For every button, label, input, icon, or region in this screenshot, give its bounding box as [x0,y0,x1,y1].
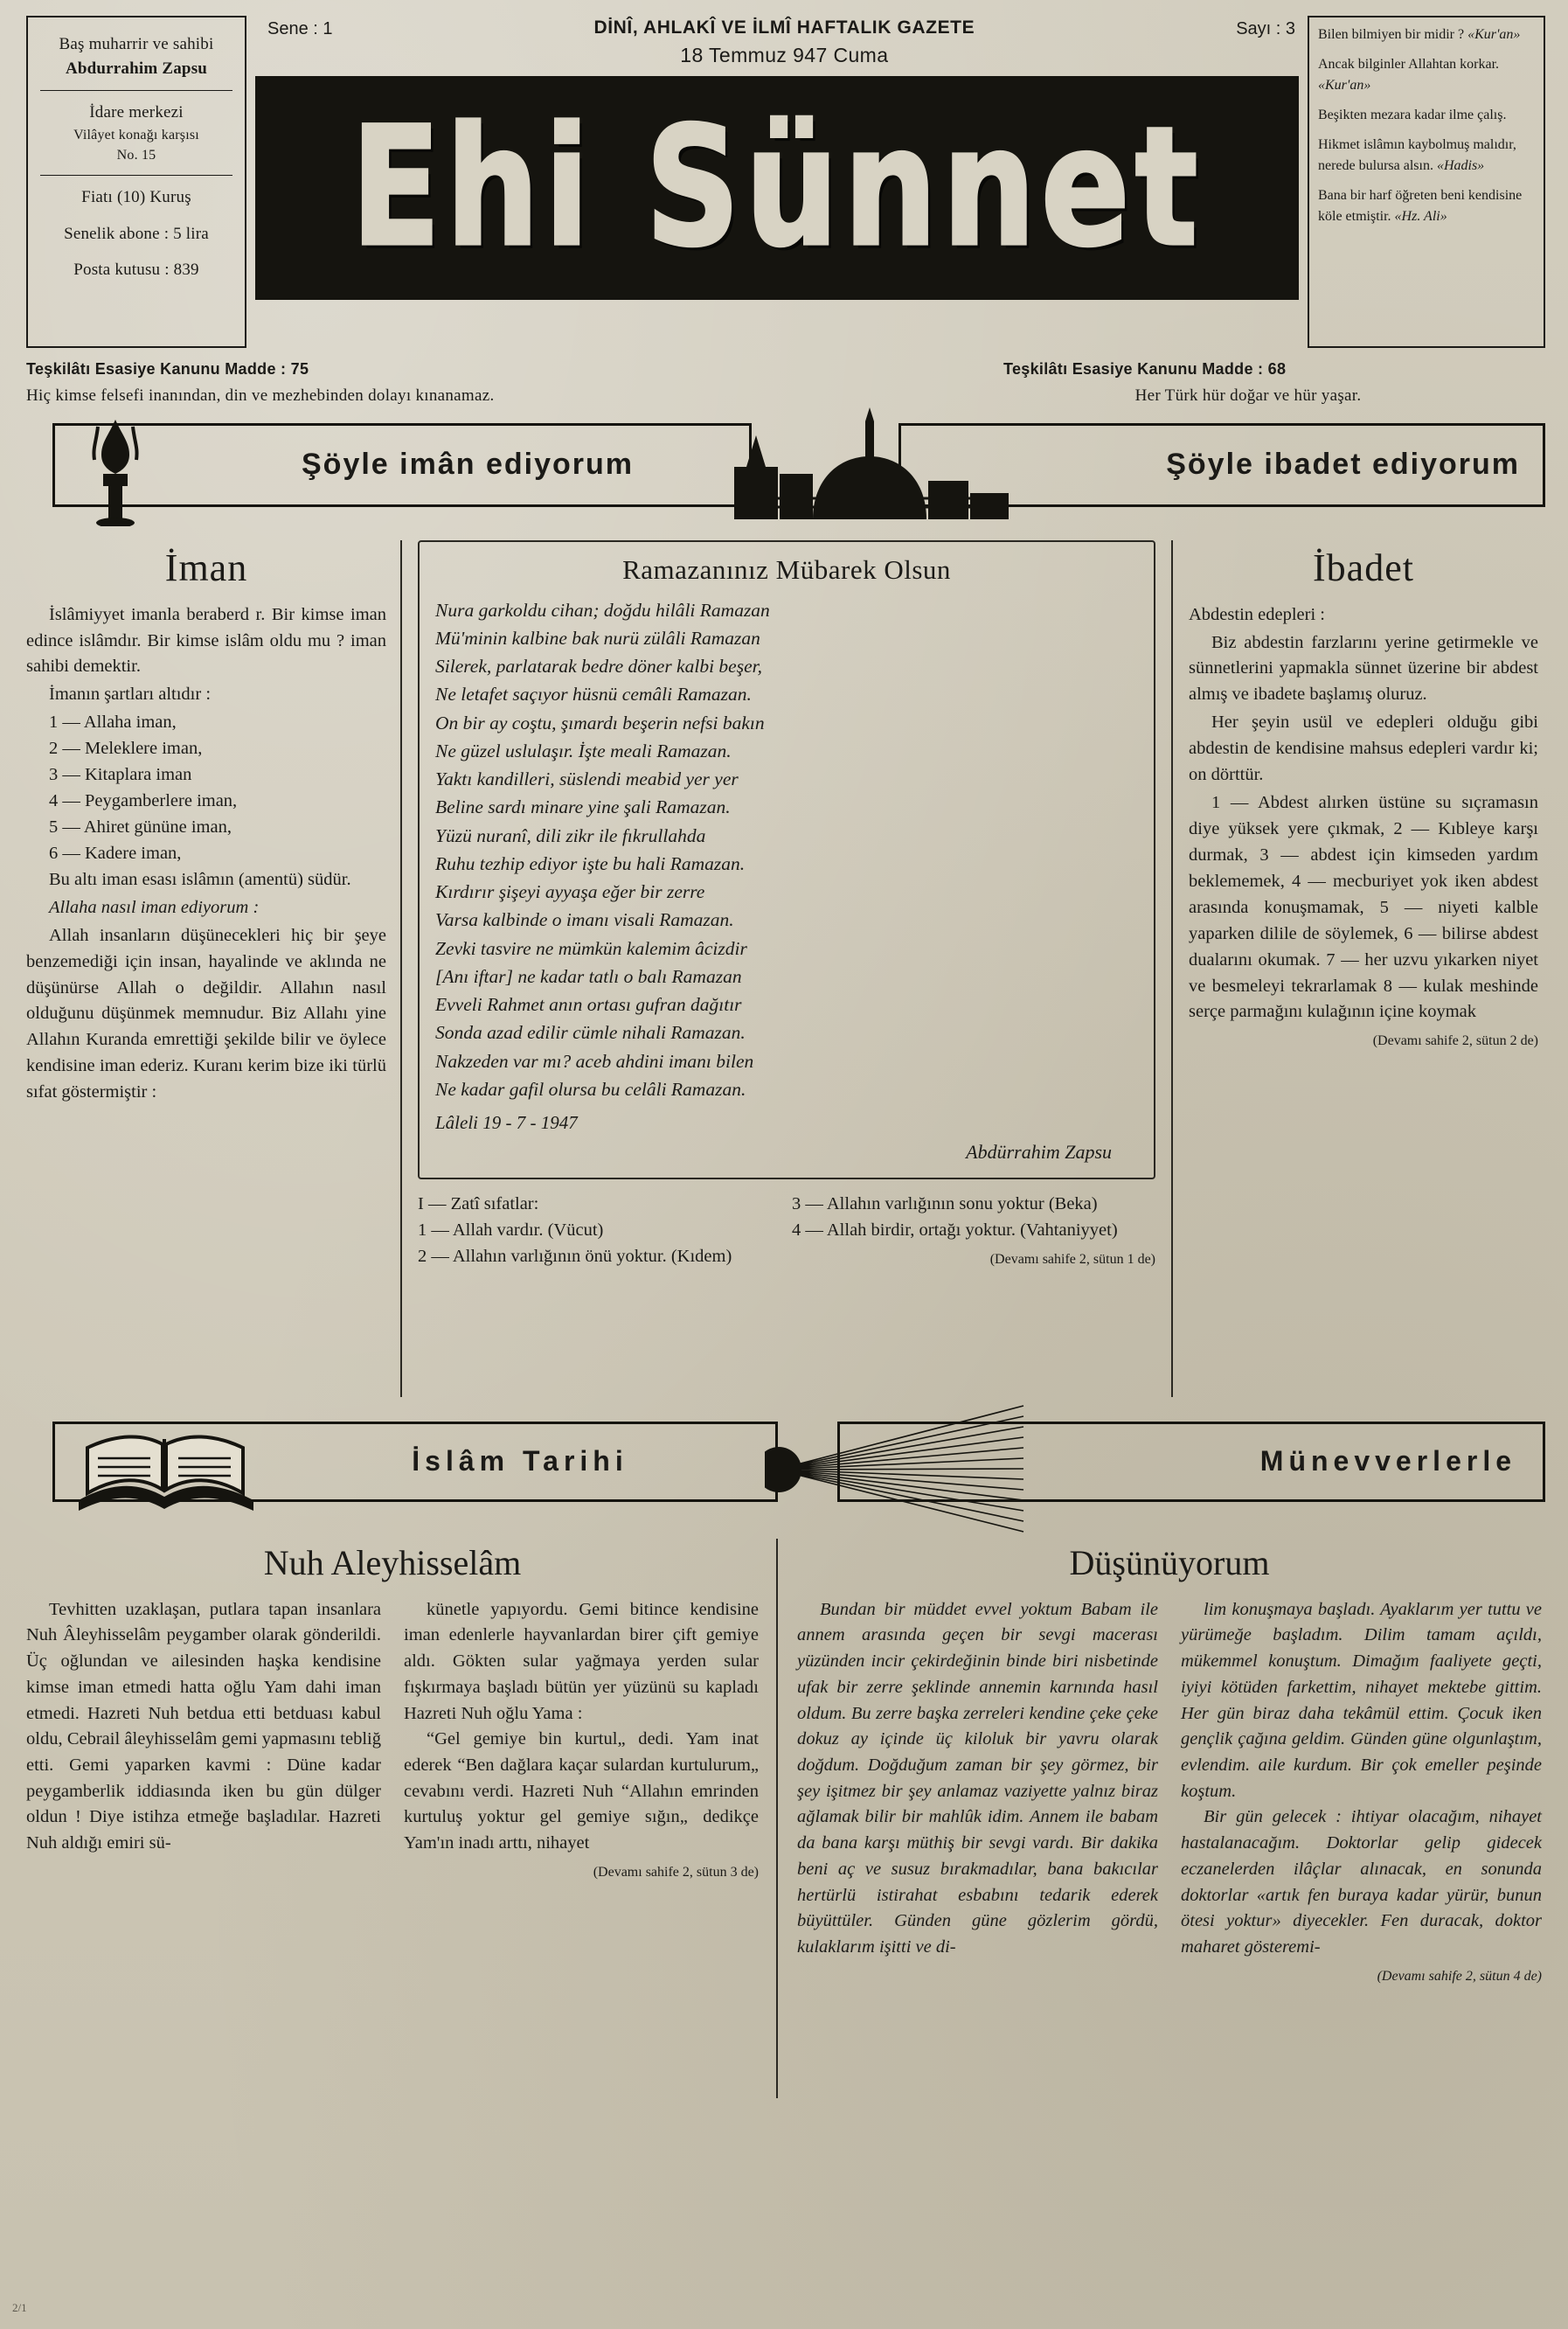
banner-row-bottom [26,1409,1545,1532]
masthead-quotes-box [1308,16,1545,348]
constitution-left-text: Hiç kimse felsefi inanından, din ve mezhebinden dolayı kınanamaz. [26,386,495,405]
banner-faith-label: Şöyle imân ediyorum [302,448,634,482]
attributes-right [792,1192,1155,1269]
ibadet-subhead: Abdestin edepleri : [1189,604,1325,624]
ibadet-title: İbadet [1313,546,1414,589]
iman-list-item-3: 3 — Kitaplara iman [49,765,192,785]
dusunuyorum-continued: (Devamı sahife 2, sütun 4 de) [1377,1968,1542,1984]
nuh-title: Nuh Aleyhisselâm [263,1542,522,1582]
poem-line: Mü'minin kalbine bak nurü zülâli Ramazan [435,627,760,649]
banner-row-top [26,416,1545,525]
issue-number: Sayı : 3 [1236,19,1295,38]
nuh-para-3: “Gel gemiye bin kurtul„ dedi. Yam inat ederek “Ben dağlara kaçar sulardan kurtulurum„ cevabını verdi. Hazreti Nuh “Allahın emrinden kurtuluş yoktur gel gemiye sığın„ dedikçe Yam'ın inadı arttı, nihayet [404,1729,759,1853]
poem-line: Yüzü nuranî, dili zikr ile fıkrullahda [435,824,706,846]
main-columns [26,540,1545,1397]
column-ibadet [1171,540,1538,1397]
divine-attributes [418,1192,1155,1269]
iman-tail: Allah insanların düşünecekleri hiç bir şeye benzemediği için insan, hayalinde ve aklında ne düşünürse Allah o değildir. Allahın nasıl olduğunu düşünmek memnudur. Biz Allahı yine Allahın Kuranda emrettiği şekilde bilir ve öylece kendisine iman ederiz. Kuranı kerim bize iki türlü sıfat göstermiştir : [26,925,386,1102]
banner-worship [898,423,1545,507]
poem-line: Varsa kalbinde o imanı visali Ramazan. [435,909,734,931]
admin-address-1: Vilâyet konağı karşısı [73,127,199,143]
quote-2: Ancak bilginler Allahtan korkar. «Kur'an» [1318,57,1500,93]
column-iman [26,540,402,1397]
bottom-articles [26,1539,1545,2098]
poem-line: Ne güzel uslulaşır. İşte meali Ramazan. [435,740,732,761]
logo-title: Ehi Sünnet [350,93,1204,283]
paper-surface [12,16,1545,2320]
tagline: DİNÎ, AHLAKÎ VE İLMÎ HAFTALIK GAZETE [593,17,975,38]
ibadet-continued: (Devamı sahife 2, sütun 2 de) [1372,1033,1538,1049]
dusunuyorum-para-2: lim konuşmaya başladı. Ayaklarım yer tuttu ve yürümeğe başladım. Dilim tamam açıldı, mükemmel konuştum. Dimağım faaliyete geçti, iyiyi kötüden farkettim, nihayet mektebe gittim. Her gün biraz daha tekâmül ettim. Çocuk iken gençlik çağına geldim. Günden güne olgunlaştım, evlendim. aile kurdum. Bir çok emeller peşinde koştum. [1181,1599,1542,1801]
constitution-right-heading: Teşkilâtı Esasiye Kanunu Madde : 68 [1003,360,1287,378]
banner-faith [52,423,752,507]
attributes-left [418,1192,792,1269]
iman-body [26,602,386,1107]
poem-title: Ramazanınız Mübarek Olsun [622,553,951,585]
poem-line: Ne letafet saçıyor hüsnü cemâli Ramazan. [435,684,752,706]
masthead-info-box [26,16,246,348]
column-poem [402,540,1171,1397]
banner-islam-history-label: İslâm Tarihi [412,1445,628,1477]
article-dusunuyorum [778,1539,1542,2098]
poem-line: Silerek, parlatarak bedre döner kalbi beşer, [435,656,762,678]
subscription: Senelik abone : 5 lira [64,224,209,243]
poem-line: Ruhu tezhip ediyor işte bu hali Ramazan. [435,852,746,874]
nuh-para-1: Tevhitten uzaklaşan, putlara tapan insanlara Nuh Âleyhisselâm peygamber olarak gönderildi. Üç oğlundan ve ailesinden haşka kendisine kimse iman etmedi hatta oğlu Yam dahi iman etmedi. Hazreti Nuh betdua etti betduası kabul oldu, Cebrail âleyhisselâm gemi yapmasını tebliğ etti. Gemi yaparken kavmi : Düne kadar peygamberlik iddiasında iken bu gün dülger oldun ! Diye istihza etmeğe başladılar. Hazreti Nuh aldığı emiri sü- [26,1599,381,1853]
attribute-item: 4 — Allah birdir, ortağı yoktur. (Vahtaniyyet) [792,1220,1118,1240]
poem-line: Sonda azad edilir cümle nihali Ramazan. [435,1022,746,1044]
attribute-item: 2 — Allahın varlığının önü yoktur. (Kıdem) [418,1246,732,1266]
iman-after-list: Bu altı iman esası islâmın (amentü) südür. [49,869,351,889]
poem-author: Abdürrahim Zapsu [966,1141,1112,1164]
admin-address-2: No. 15 [116,147,156,163]
editor-label: Baş muharrir ve sahibi [59,35,214,53]
dusunuyorum-para-1: Bundan bir müddet evvel yoktum Babam ile annem arasında geçen bir sevgi macerası yüzünden incir çekirdeğinin binde biri nisbetinde ufak bir zerre şeklinde annemin karnında hasıl oldum. Bu zerre başka zerreleri kendine çeke çeke dokuz ay içinde üç kiloluk bir yavru olarak doğdum. Doğduğum zaman bir şey görmez, bir şey işitmez bir şey anlamaz vaziyette yalnız biraz ağlamak bilir bir mahlûk idim. Annem ile babam da bana karşı müthiş bir sevgi vardı. Bir dakika beni aç ve susuz bırakmadılar, bana bakıcılar hertürlü istirahat esbabını tedarik ederek büyüttüler. Günden güne gözlerim gördü, kulaklarım işitti ve di- [797,1599,1158,1957]
poem-lines [435,596,1138,1104]
iman-para-1: İslâmiyyet imanla beraberd r. Bir kimse iman edince islâmdır. Bir kimse islâm oldu mu ? iman sahibi demektir. [26,604,386,677]
po-box: Posta kutusu : 839 [73,261,199,280]
masthead-center [255,16,1299,348]
ibadet-body [1189,602,1538,1052]
dusunuyorum-title: Düşünüyorum [1069,1542,1270,1582]
newspaper-logo [255,76,1299,300]
nuh-body [26,1597,759,1882]
poem-line: Beline sardı minare yine şali Ramazan. [435,796,731,818]
poem-line: Zevki tasvire ne mümkün kalemim âcizdir [435,937,747,959]
article-nuh [26,1539,778,2098]
editor-name: Abdurrahim Zapsu [65,59,208,78]
quote-4: Hikmet islâmın kaybolmuş malıdır, nerede bulursa alsın. «Hadis» [1318,137,1516,173]
poem-line: Kırdırır şişeyi ayyaşa eğer bir zerre [435,881,705,903]
quote-5: Bana bir harf öğreten beni kendisine köle etmiştir. «Hz. Ali» [1318,188,1523,224]
ibadet-para-3: 1 — Abdest alırken üstüne su sıçramasın diye yüksek yere çıkmak, 2 — Kıbleye karşı durmak, 3 — abdest için kimseden yardım beklememek, 4 — mecburiyet yok iken abdest arasında konuşmamak, 5 — niyeti kalble yaparken dilile de söylemek, 6 — bilirse abdest dualarını okumak. 7 — her uzvu yıkarken niyet ve besmeleyi tekrarlamak 8 — kulak meshinde serçe parmağını kulağının içine koymak [1189,793,1538,1022]
iman-subhead: Allaha nasıl iman ediyorum : [49,897,260,917]
iman-list-item-2: 2 — Meleklere iman, [49,739,203,759]
iman-para-2: İmanın şartları altıdır : [49,685,212,705]
issue-year: Sene : 1 [267,19,333,38]
iman-list-item-4: 4 — Peygamberlere iman, [49,791,238,811]
poem-line: Nakzeden var mı? aceb ahdini imanı bilen [435,1050,754,1072]
poem-line: Evveli Rahmet anın ortası gufran dağıtır [435,994,742,1016]
masthead [26,16,1545,348]
ibadet-para-2: Her şeyin usül ve edepleri olduğu gibi abdestin de kendisine mahsus edepleri vardır ki; on dörttür. [1189,713,1538,785]
attributes-heading: I — Zatî sıfatlar: [418,1194,539,1214]
poem-line: Nura garkoldu cihan; doğdu hilâli Ramazan [435,599,770,621]
admin-label: İdare merkezi [89,103,184,122]
poem-continued: (Devamı sahife 2, sütun 1 de) [989,1251,1155,1267]
masthead-tagline-block [333,17,1237,67]
dusunuyorum-para-3: Bir gün gelecek : ihtiyar olacağım, nihayet hastalanacağım. Doktorlar gelip gidecek eczanelerden ilâçlar alınacak, en sonunda doktorlar «artık fen buraya kadar yürür, bunun ötesi yoktur» diyecekler. Fen duracak, doktor maharet gösteremi- [1181,1807,1542,1957]
banner-islam-history [52,1422,778,1502]
ibadet-para-1: Biz abdestin farzlarını yerine getirmekle ve sünnetlerini yapmakla sünnet üzerine bir abdest almış ve ibadete başlamış oluruz. [1189,632,1538,705]
iman-title: İman [164,546,248,589]
nuh-continued: (Devamı sahife 2, sütun 3 de) [593,1864,759,1880]
banner-intellectuals-label: Münevverlerle [1259,1445,1516,1477]
iman-list-item-5: 5 — Ahiret gününe iman, [49,817,232,838]
poem-line: [Anı iftar] ne kadar tatlı o balı Ramazan [435,965,742,987]
poem-line: Ne kadar gafil olursa bu celâli Ramazan. [435,1078,746,1100]
nuh-para-2: künetle yapıyordu. Gemi bitince kendisine iman edenlerle hayvanlardan birer çift gemiye aldı. Gökten sular yağmaya yerden sular fışkırmaya başladı bütün yer yüzünü su kapladı Hazreti Nuh oğlu Yama : [404,1599,759,1723]
constitution-left-heading: Teşkilâtı Esasiye Kanunu Madde : 75 [26,360,309,378]
quote-1: Bilen bilmiyen bir midir ? «Kur'an» [1318,27,1521,42]
constitution-left [26,360,690,407]
poem-box [418,540,1155,1180]
quote-3: Beşikten mezara kadar ilme çalış. [1318,108,1507,122]
divider [40,90,232,91]
attribute-item: 3 — Allahın varlığının sonu yoktur (Beka) [792,1194,1098,1214]
page-mark: 2/1 [12,2301,27,2314]
banner-intellectuals [837,1422,1545,1502]
attribute-item: 1 — Allah vardır. (Vücut) [418,1220,604,1240]
masthead-topline [255,16,1299,67]
iman-list-item-1: 1 — Allaha iman, [49,713,177,733]
price: Fiatı (10) Kuruş [81,188,191,207]
constitution-right-text: Her Türk hür doğar ve hür yaşar. [1134,386,1362,405]
divider [40,175,232,176]
poem-line: Yaktı kandilleri, süslendi meabid yer yer [435,768,739,790]
poem-line: On bir ay coştu, şımardı beşerin nefsi bakın [435,712,765,733]
dusunuyorum-body [797,1597,1542,1986]
poem-date: Lâleli 19 - 7 - 1947 [435,1112,578,1134]
iman-list-item-6: 6 — Kadere iman, [49,843,182,863]
issue-date: 18 Temmuz 947 Cuma [680,44,889,66]
banner-worship-label: Şöyle ibadet ediyorum [1166,448,1520,482]
